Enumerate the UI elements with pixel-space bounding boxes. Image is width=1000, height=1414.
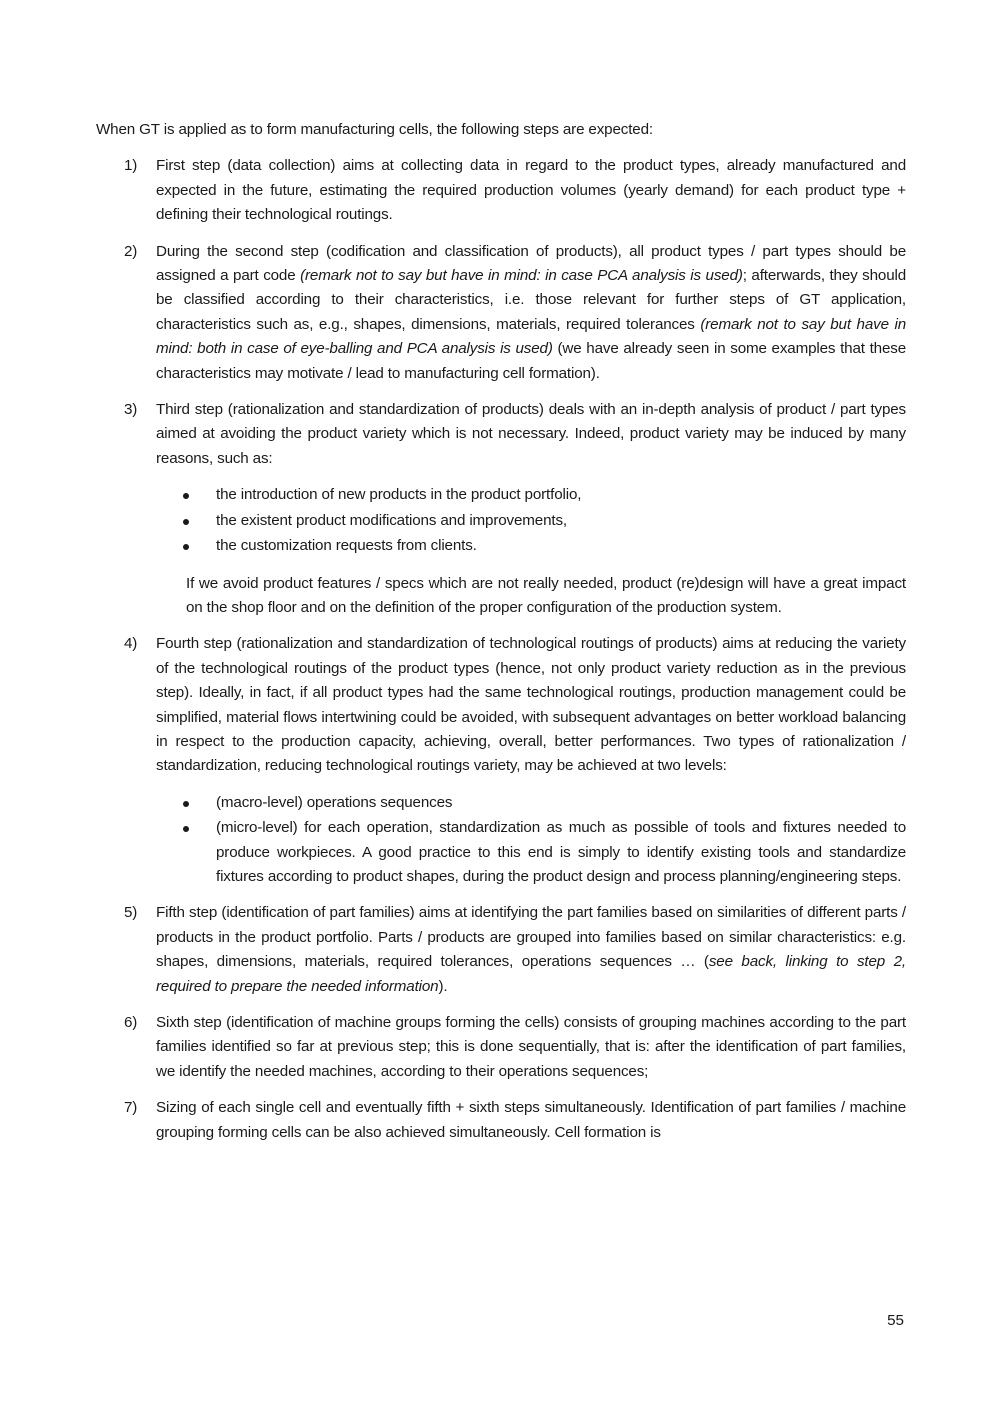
bullet-text: (micro-level) for each operation, standardization as much as possible of tools and fixtures needed to produce workpieces. A good practice to this end is simply to identify existing tools and standardize fixtures according to product shapes, during the product design and process planning/engineering steps. bbox=[216, 819, 906, 885]
bullet-list bbox=[156, 791, 906, 890]
page-number: 55 bbox=[887, 1312, 904, 1329]
step-text-part: During the second step (codification and classification of products), all product types / part types should be assigned a part code bbox=[156, 242, 906, 285]
step-number: 6) bbox=[124, 1014, 138, 1031]
step-text-part: ). bbox=[438, 977, 448, 995]
step-text: Sixth step (identification of machine groups forming the cells) consists of grouping machines according to the part families identified so far at previous step; this is done sequentially, that is: after the identification of part families, we identify the needed machines, according to their operations sequences; bbox=[156, 1014, 906, 1080]
step-1 bbox=[96, 154, 906, 227]
step-5 bbox=[96, 901, 906, 999]
bullet-item bbox=[156, 509, 906, 533]
step-number: 2) bbox=[124, 242, 138, 260]
step-7 bbox=[96, 1096, 906, 1145]
bullet-item bbox=[156, 534, 906, 558]
step-number: 5) bbox=[124, 904, 138, 922]
bullet-icon bbox=[183, 519, 189, 525]
remark-italic: (remark not to say but have in mind: both in case of eye-balling and PCA analysis is used) bbox=[156, 315, 906, 358]
step-number: 4) bbox=[124, 635, 138, 653]
step-text: Sizing of each single cell and eventually fifth + sixth steps simultaneously. Identification of part families / machine grouping forming cells can be also achieved simultaneously. Cell formation is bbox=[156, 1099, 906, 1141]
step-6 bbox=[96, 1011, 906, 1084]
step-3 bbox=[96, 398, 906, 620]
bullet-item bbox=[156, 483, 906, 507]
document-body bbox=[96, 118, 906, 1157]
bullet-icon bbox=[183, 544, 189, 550]
bullet-text: the customization requests from clients. bbox=[216, 537, 477, 555]
bullet-icon bbox=[183, 826, 189, 832]
intro-paragraph: When GT is applied as to form manufacturing cells, the following steps are expected: bbox=[96, 121, 653, 138]
remark-italic: see back, linking to step 2, required to prepare the needed information bbox=[156, 953, 906, 995]
step-number: 3) bbox=[124, 401, 138, 419]
step-2 bbox=[96, 240, 906, 386]
step-number: 7) bbox=[124, 1099, 138, 1117]
step-text: Third step (rationalization and standardization of products) deals with an in-depth analysis of product / part types aimed at avoiding the product variety which is not necessary. Indeed, product variety may be induced by many reasons, such as: bbox=[156, 401, 906, 467]
bullet-text: the introduction of new products in the product portfolio, bbox=[216, 486, 582, 504]
step-4 bbox=[96, 632, 906, 889]
step-text bbox=[156, 240, 906, 386]
bullet-icon bbox=[183, 493, 189, 499]
bullet-list bbox=[156, 483, 906, 558]
bullet-icon bbox=[183, 801, 189, 807]
step-text: First step (data collection) aims at collecting data in regard to the product types, already manufactured and expected in the future, estimating the required production volumes (yearly demand) for each product type + defining their technological routings. bbox=[156, 157, 906, 224]
step-text: Fourth step (rationalization and standardization of technological routings of products) aims at reducing the variety of the technological routings of the product types (hence, not only product variety reduction as in the previous step). Ideally, in fact, if all product types had the same technological routings, production management could be simplified, material flows intertwining could be avoided, with subsequent advantages on better workload balancing in respect to the production capacity, achieving, overall, better performances. Two types of rationalization / standardization, reducing technological routings variety, may be achieved at two levels: bbox=[156, 635, 906, 775]
step-text-part: (we have already seen in some examples that these characteristics may motivate / lead to manufacturing cell formation). bbox=[156, 340, 906, 382]
remark-italic: (remark not to say but have in mind: in case PCA analysis is used) bbox=[300, 267, 743, 285]
bullet-text: the existent product modifications and improvements, bbox=[216, 511, 567, 529]
step-text-part: ; afterwards, they should be classified according to their characteristics, i.e. those relevant for further steps of GT application, characteristics such as, e.g., shapes, dimensions, materials, required tolerances bbox=[156, 267, 907, 333]
step-number: 1) bbox=[124, 157, 138, 175]
step-text-part: Fifth step (identification of part families) aims at identifying the part families based on similarities of different parts / products in the product portfolio. Parts / products are grouped into families based on similar characteristics: e.g. shapes, dimensions, materials, required tolerances, operations sequences … ( bbox=[156, 904, 906, 971]
bullet-item bbox=[156, 791, 906, 815]
bullet-text: (macro-level) operations sequences bbox=[216, 793, 453, 811]
step-text bbox=[156, 901, 906, 999]
bullet-item bbox=[156, 816, 906, 889]
step-followup-paragraph: If we avoid product features / specs which are not really needed, product (re)design will have a great impact on the shop floor and on the definition of the proper configuration of the production system. bbox=[186, 574, 906, 616]
